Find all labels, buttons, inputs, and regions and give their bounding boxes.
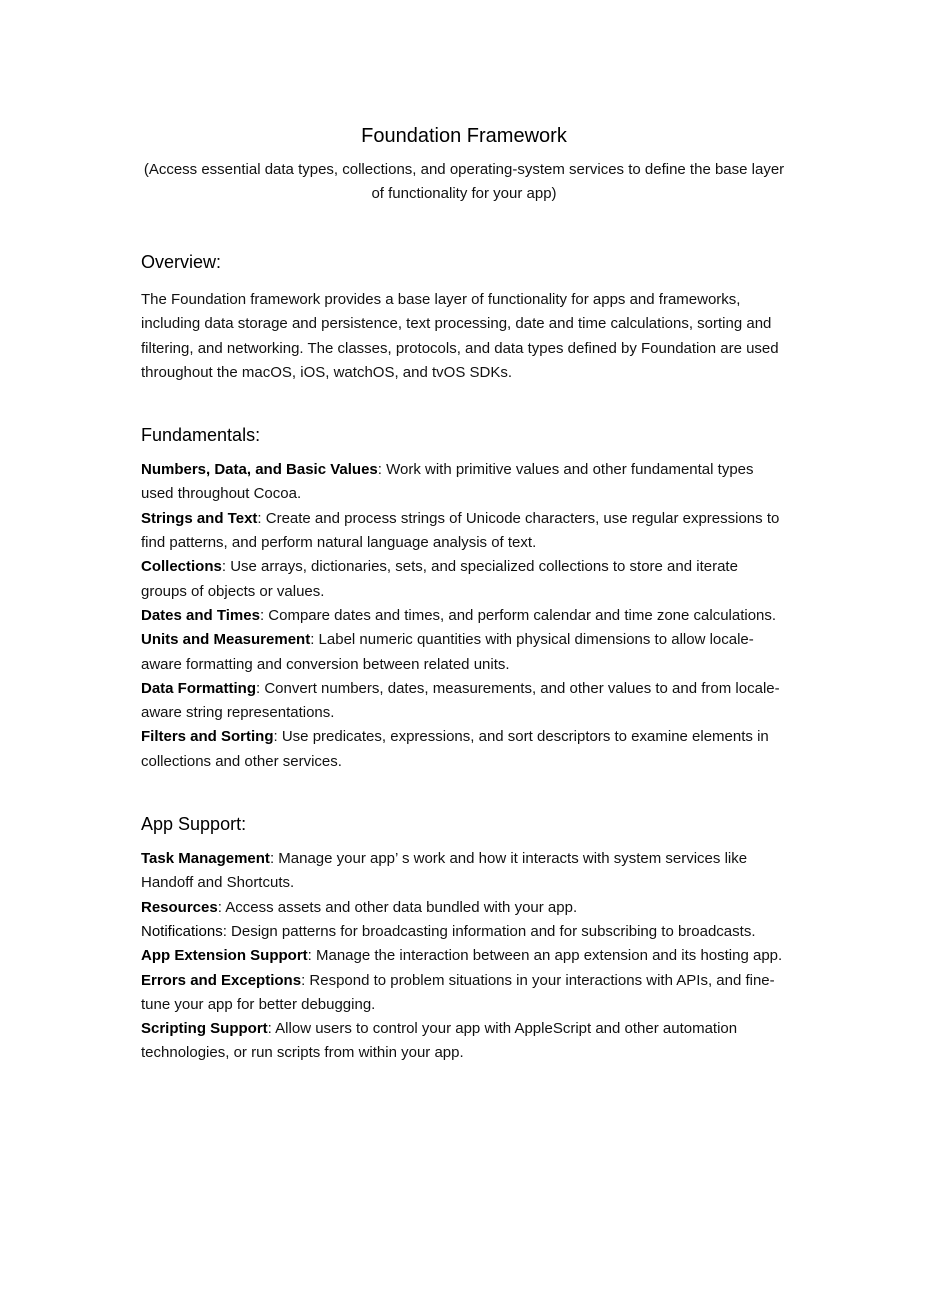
overview-body: The Foundation framework provides a base layer of functionality for apps and frameworks, including data storage and persistence, text processing, date and time calculations, sorting and filtering, and networking. The classes, protocols, and data types defined by Foundation are used throughout the macOS, iOS, watchOS, and tvOS SDKs. — [141, 291, 779, 381]
item-description: : Manage your app’ s work and how it interacts with system services like Handoff and Shortcuts. — [141, 850, 748, 892]
item-description: : Compare dates and times, and perform calendar and time zone calculations. — [259, 606, 777, 624]
app-support-item-app-extension — [141, 944, 787, 968]
app-support-item-scripting-support — [141, 1017, 787, 1066]
item-description: : Allow users to control your app with AppleScript and other automation technologies, or run scripts from within your app. — [141, 1020, 738, 1062]
overview-heading: Overview: — [141, 252, 222, 272]
app-support-item-task-management — [141, 847, 787, 896]
app-support-heading: App Support: — [141, 814, 247, 835]
item-description: : Access assets and other data bundled with your app. — [217, 898, 578, 916]
item-description: : Work with primitive values and other fundamental types used throughout Cocoa. — [141, 461, 754, 503]
fundamentals-item-data-formatting — [141, 677, 787, 726]
item-description: : Label numeric quantities with physical dimensions to allow locale-aware formatting and conversion between related units. — [141, 631, 754, 673]
fundamentals-item-collections — [141, 555, 787, 604]
item-description: : Respond to problem situations in your interactions with APIs, and fine-tune your app for better debugging. — [141, 971, 775, 1013]
item-term: Strings and Text — [141, 509, 258, 527]
app-support-item-errors-exceptions — [141, 969, 787, 1018]
app-support-item-notifications — [141, 920, 787, 944]
item-term: Dates and Times — [141, 606, 260, 624]
item-term: Resources — [141, 898, 218, 916]
fundamentals-item-dates-times — [141, 604, 787, 628]
item-term: Units and Measurement — [141, 631, 311, 649]
fundamentals-item-strings-text — [141, 507, 787, 556]
document-subtitle: (Access essential data types, collections, and operating-system services to define the base layer of functionality for your app) — [143, 161, 785, 202]
item-term: Notifications — [141, 922, 223, 940]
document-content — [141, 120, 787, 1066]
fundamentals-heading: Fundamentals: — [141, 425, 261, 446]
item-term: Task Management — [141, 850, 270, 868]
fundamentals-item-units-measurement — [141, 628, 787, 677]
app-support-item-resources — [141, 896, 787, 920]
item-term: Scripting Support — [141, 1020, 268, 1038]
item-term: Errors and Exceptions — [141, 971, 302, 989]
item-description: : Use predicates, expressions, and sort descriptors to examine elements in collections and other services. — [141, 728, 769, 770]
item-term: Collections — [141, 558, 222, 576]
fundamentals-list — [141, 458, 787, 774]
item-term: App Extension Support — [141, 947, 308, 965]
app-support-list — [141, 847, 787, 1066]
item-term: Data Formatting — [141, 679, 257, 697]
item-description: : Convert numbers, dates, measurements, and other values to and from locale-aware string representations. — [141, 679, 780, 722]
fundamentals-item-numbers-data — [141, 458, 787, 507]
document-title: Foundation Framework — [361, 125, 567, 147]
item-description: : Create and process strings of Unicode characters, use regular expressions to find patterns, and perform natural language analysis of text. — [141, 509, 780, 552]
item-description: : Use arrays, dictionaries, sets, and specialized collections to store and iterate groups of objects or values. — [141, 558, 738, 600]
item-term: Numbers, Data, and Basic Values — [141, 461, 378, 479]
item-description: : Design patterns for broadcasting information and for subscribing to broadcasts. — [222, 922, 756, 940]
item-description: : Manage the interaction between an app extension and its hosting app. — [307, 947, 783, 965]
item-term: Filters and Sorting — [141, 728, 274, 746]
fundamentals-item-filters-sorting — [141, 725, 787, 774]
